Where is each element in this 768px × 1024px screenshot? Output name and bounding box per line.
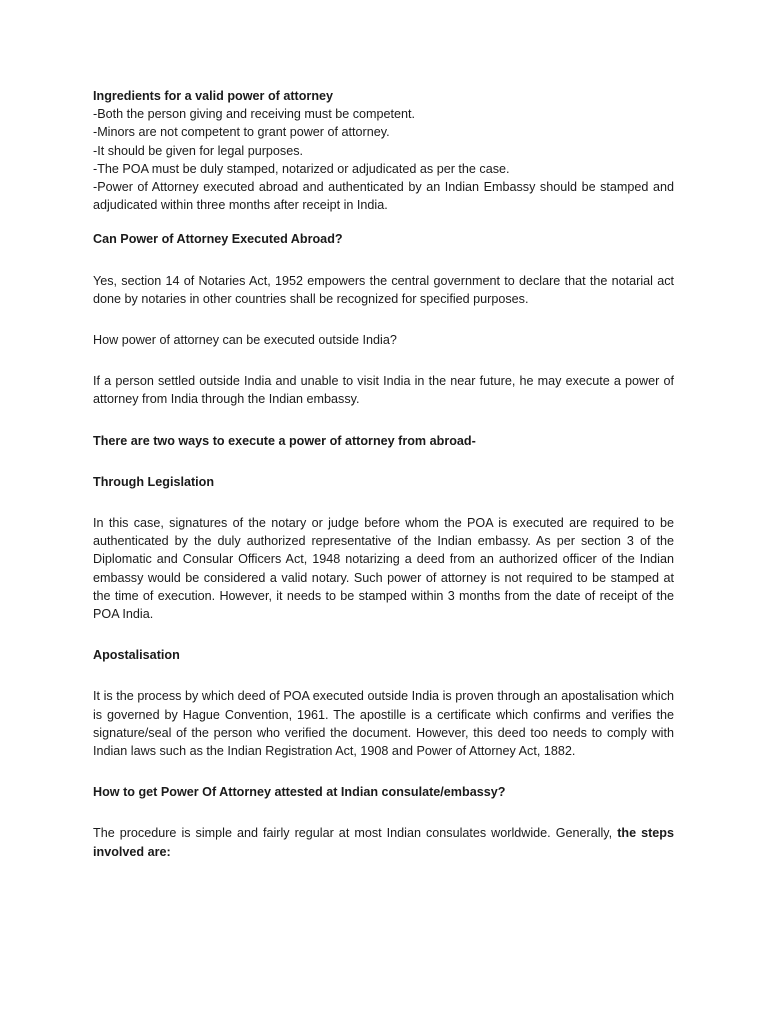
ingredients-section [93,87,674,214]
outside-paragraph: If a person settled outside India and unable to visit India in the near future, he may execute a power of attorney from India through the Indian embassy. [93,374,674,407]
abroad-paragraph: Yes, section 14 of Notaries Act, 1952 empowers the central government to declare that the notarial act done by notaries in other countries shall be recognized for specified purposes. [93,273,674,306]
ingredients-item-5: -Power of Attorney executed abroad and authenticated by an Indian Embassy should be stamped and adjudicated within three months after receipt in India. [93,180,674,213]
apostalisation-heading: Apostalisation [93,648,180,663]
outside-question: How power of attorney can be executed outside India? [93,333,397,348]
apostalisation-paragraph: It is the process by which deed of POA executed outside India is proven through an apostalisation which is governed by Hague Convention, 1961. The apostille is a certificate which confirms and verifies the signature/seal of the person who verified the document. However, this deed too needs to comply with Indian laws such as the Indian Registration Act, 1908 and Power of Attorney Act, 1882. [93,689,674,759]
ingredients-item-3: -It should be given for legal purposes. [93,143,304,158]
attested-paragraph-bold: the steps involved are: [93,826,675,859]
two-ways-heading: There are two ways to execute a power of attorney from abroad- [93,433,476,448]
ingredients-item-2: -Minors are not competent to grant power of attorney. [93,125,390,140]
ingredients-item-4: -The POA must be duly stamped, notarized or adjudicated as per the case. [93,161,510,176]
attested-paragraph [93,824,674,860]
legislation-paragraph: In this case, signatures of the notary or judge before whom the POA is executed are required to be authenticated by the duly authorized representative of the Indian embassy. As per section 3 of the Diplomatic and Consular Officers Act, 1948 notarizing a deed from an authorized officer of the Indian embassy would be considered a valid notary. Such power of attorney is not required to be stamped at the time of execution. However, it needs to be stamped within 3 months from the date of receipt of the POA India. [93,516,674,622]
abroad-heading: Can Power of Attorney Executed Abroad? [93,232,343,247]
legislation-heading: Through Legislation [93,474,215,489]
document-page [93,87,674,861]
ingredients-heading: Ingredients for a valid power of attorney [93,89,334,103]
attested-heading: How to get Power Of Attorney attested at Indian consulate/embassy? [93,785,506,800]
ingredients-item-1: -Both the person giving and receiving must be competent. [93,107,416,122]
attested-paragraph-lead: The procedure is simple and fairly regular at most Indian consulates worldwide. Generally, [93,826,613,841]
